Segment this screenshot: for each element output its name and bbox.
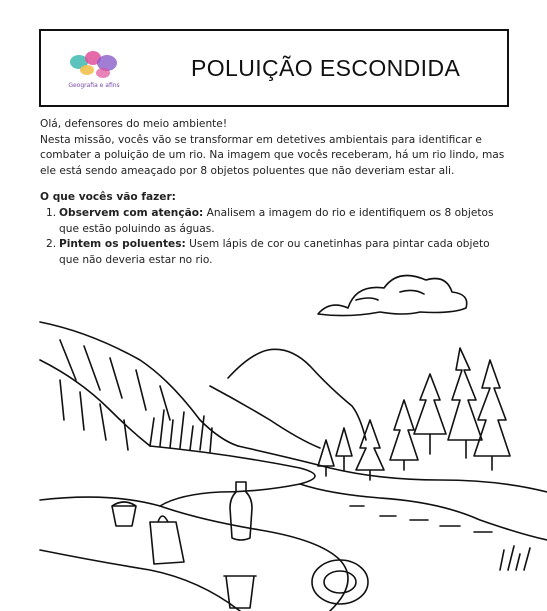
tire-icon <box>312 560 368 604</box>
task-text: Usem lápis de cor ou canetinhas para pintar cada objeto que não deveria estar no rio. <box>59 238 490 266</box>
river-bank <box>40 497 348 611</box>
tree-icon <box>474 360 510 470</box>
mountain <box>40 360 150 446</box>
header-box <box>39 29 509 107</box>
cup-icon <box>224 576 256 608</box>
tree-icon <box>336 428 352 470</box>
bag-icon <box>150 516 184 564</box>
tree-icon <box>390 400 418 470</box>
tree-icon <box>318 440 334 476</box>
tasks-list <box>40 206 510 268</box>
intro-paragraph: Nesta missão, vocês vão se transformar em detetives ambientais para identificar e combater a poluição de um rio. Na imagem que vocês receberam, há um rio lindo, mas ele está sendo ameaçado por 8 objetos poluentes que não deveriam estar ali. <box>40 133 505 177</box>
page-title: POLUIÇÃO ESCONDIDA <box>191 55 461 81</box>
river-coloring-illustration <box>0 270 547 611</box>
tree-icon <box>414 374 446 454</box>
logo-text: Geografia e afins <box>68 82 120 89</box>
instructions <box>40 117 510 268</box>
tasks-heading: O que vocês vão fazer: <box>40 191 176 204</box>
task-item <box>40 237 510 268</box>
greeting: Olá, defensores do meio ambiente! <box>40 118 228 130</box>
task-title: Observem com atenção: <box>59 206 204 219</box>
task-text: Analisem a imagem do rio e identifiquem os 8 objetos que estão poluindo as águas. <box>59 206 494 235</box>
river-bank <box>40 550 240 611</box>
task-item <box>40 206 510 237</box>
cloud-icon <box>318 276 467 316</box>
tree-icon <box>356 420 384 480</box>
task-number: 2. <box>46 238 57 251</box>
cloud-icon <box>356 290 424 300</box>
task-title: Pintem os poluentes: <box>59 238 186 251</box>
mountain <box>228 349 366 440</box>
tree-icon <box>448 348 482 458</box>
mountain <box>210 386 320 448</box>
river-bank <box>300 484 547 540</box>
logo-icon <box>65 48 123 94</box>
task-number: 1. <box>46 206 57 219</box>
bucket-icon <box>112 502 136 526</box>
